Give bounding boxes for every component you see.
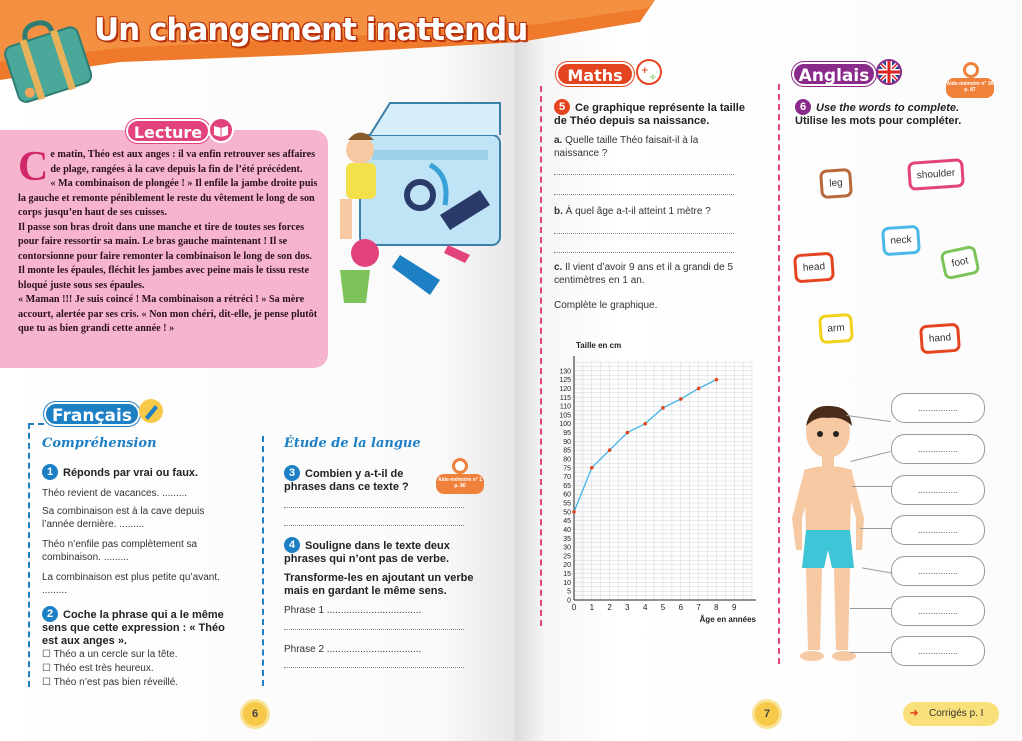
question-1 (42, 464, 252, 480)
suitcase-icon (0, 8, 92, 108)
section-divider (778, 84, 780, 664)
question-6-text: Use the words to complete. (816, 102, 960, 114)
question-1-text: Réponds par vrai ou faux. (63, 467, 199, 479)
langue-heading: Étude de la langue (284, 436, 421, 451)
question-6 (795, 99, 995, 128)
question-5b-text: À quel âge a-t-il atteint 1 mètre ? (565, 206, 711, 217)
question-2-text: Coche la phrase qui a le même sens que cette expression : « Théo est aux anges ». (42, 609, 225, 647)
boy-body-illustration (786, 400, 876, 670)
reading-text (18, 144, 318, 337)
aide-memoire-badge: Aide-mémoire n° 36 p. 87 (946, 78, 994, 98)
section-divider (28, 423, 44, 425)
word-card-leg[interactable]: leg (819, 168, 853, 199)
question-5-text: Ce graphique représente la taille de Théo depuis sa naissance. (554, 102, 745, 127)
height-chart[interactable] (552, 330, 762, 630)
dropcap: C (18, 144, 49, 190)
y-tick-label: 0 (567, 597, 571, 605)
y-axis-label: Taille en cm (576, 341, 622, 350)
answer-line[interactable] (554, 233, 734, 234)
answer-box-5[interactable]: ................ (891, 556, 985, 586)
y-tick-label: 55 (563, 500, 571, 508)
y-tick-label: 110 (559, 403, 571, 411)
y-tick-label: 80 (563, 456, 571, 464)
answer-line[interactable] (284, 525, 464, 526)
section-divider (28, 423, 30, 687)
reading-paragraph: « Ma combinaison de plongée ! » Il enfile la jambe droite puis la gauche et remonte péniblement le reste du vêtement le long de son corps jusqu’en haut de ses cuisses. (18, 178, 318, 218)
statement-1: Théo revient de vacances. ......... (42, 488, 188, 499)
x-tick-label: 2 (607, 603, 612, 612)
question-5a-text: Quelle taille Théo faisait-il à la naissance ? (554, 135, 699, 159)
tab-anglais: Anglais (792, 62, 876, 86)
x-tick-label: 9 (731, 603, 737, 612)
y-tick-label: 90 (563, 438, 571, 446)
x-tick-label: 1 (589, 603, 595, 612)
phrase-1-line[interactable]: Phrase 1 .................................. (284, 605, 422, 616)
data-point (608, 448, 612, 452)
answer-line[interactable] (554, 174, 734, 175)
complete-instruction: Complète le graphique. (554, 300, 658, 311)
answer-box-6[interactable]: ................ (891, 596, 985, 626)
x-tick-label: 4 (642, 603, 648, 612)
number-badge: 6 (795, 99, 811, 115)
question-label: c. (554, 262, 563, 273)
phrase-2-line[interactable]: Phrase 2 .................................. (284, 644, 422, 655)
section-divider (540, 86, 542, 626)
number-badge: 4 (284, 537, 300, 553)
comprehension-heading: Compréhension (42, 436, 157, 451)
data-point (590, 466, 594, 470)
y-tick-label: 30 (563, 544, 571, 552)
statement-3: Théo n’enfile pas complètement sa combinaison. ......... (42, 539, 198, 563)
data-point (572, 510, 576, 514)
x-tick-label: 7 (696, 603, 701, 612)
leader-line (860, 528, 891, 529)
y-tick-label: 25 (563, 553, 571, 561)
arrow-right-icon: ➔ (910, 708, 919, 719)
word-card-arm[interactable]: arm (818, 313, 854, 344)
leader-line (852, 486, 892, 487)
data-point (661, 406, 665, 410)
x-tick-label: 0 (571, 603, 577, 612)
question-4-text: Souligne dans le texte deux phrases qui n’ont pas de verbe. (284, 540, 450, 565)
data-point (715, 378, 719, 382)
x-tick-label: 3 (625, 603, 630, 612)
x-tick-label: 8 (714, 603, 719, 612)
answer-line[interactable] (284, 629, 464, 630)
svg-text:+: + (641, 66, 649, 76)
y-tick-label: 15 (563, 571, 571, 579)
question-5 (554, 99, 754, 128)
question-2 (42, 606, 242, 648)
y-tick-label: 105 (559, 412, 571, 420)
question-5c-text: Il vient d’avoir 9 ans et il a grandi de 5 centimètres en 1 an. (554, 262, 734, 286)
answer-line[interactable] (284, 667, 464, 668)
question-3 (284, 465, 424, 494)
word-card-head[interactable]: head (793, 252, 835, 284)
number-badge: 1 (42, 464, 58, 480)
y-tick-label: 100 (559, 421, 571, 429)
y-tick-label: 120 (559, 385, 571, 393)
answer-line[interactable] (284, 507, 464, 508)
corriges-label: Corrigés p. I (929, 708, 984, 719)
y-tick-label: 45 (563, 518, 571, 526)
y-tick-label: 125 (559, 377, 571, 385)
y-tick-label: 95 (563, 430, 571, 438)
leader-line (850, 652, 891, 653)
word-card-foot[interactable]: foot (939, 245, 980, 281)
pencil-icon (138, 398, 164, 424)
answer-box-4[interactable]: ................ (891, 515, 985, 545)
tab-maths: Maths (556, 62, 634, 86)
y-tick-label: 5 (567, 588, 571, 596)
corriges-link[interactable] (903, 702, 999, 726)
y-tick-label: 115 (559, 394, 571, 402)
page-number-left: 6 (243, 702, 267, 726)
question-5b (554, 205, 744, 218)
page-number-right: 7 (755, 702, 779, 726)
word-card-neck[interactable]: neck (881, 225, 921, 257)
y-tick-label: 40 (563, 526, 571, 534)
reading-paragraph: Il passe son bras droit dans une manche et tire de toutes ses forces pour faire ressortir sa main. Le bras gauche maintenant ! Il se contorsionne pour faire remonter la combinaison le long de son dos. Il monte les épaules, fléchit les jambes avec peine mais le tissu reste bloqué juste sous ses épaules. (18, 221, 312, 291)
data-point (626, 431, 630, 435)
y-tick-label: 75 (563, 465, 571, 473)
x-tick-label: 5 (660, 603, 666, 612)
question-4 (284, 537, 474, 566)
leader-line (850, 608, 891, 609)
answer-box-3[interactable]: ................ (891, 475, 985, 505)
reading-paragraph: « Maman !!! Je suis coincé ! Ma combinaison a rétréci ! » Sa mère accourt, alertée par ses cris. « Non mon chéri, dit-elle, je pense plutôt que tu as bien grandi cette année ! » (18, 294, 318, 334)
answer-line[interactable] (554, 194, 734, 195)
x-axis-label: Âge en années (699, 615, 756, 624)
answer-box-2[interactable]: ................ (891, 434, 985, 464)
word-card-hand[interactable]: hand (919, 323, 961, 355)
svg-text:÷: ÷ (649, 73, 657, 83)
option-1[interactable]: ☐ Théo a un cercle sur la tête. (42, 649, 178, 660)
lifebuoy-icon (963, 62, 979, 78)
number-badge: 3 (284, 465, 300, 481)
y-tick-label: 35 (563, 535, 571, 543)
number-badge: 2 (42, 606, 58, 622)
y-tick-label: 70 (563, 474, 571, 482)
uk-flag-icon (876, 59, 902, 85)
y-tick-label: 85 (563, 447, 571, 455)
y-tick-label: 10 (563, 579, 571, 587)
y-tick-label: 60 (563, 491, 571, 499)
y-tick-label: 65 (563, 482, 571, 490)
answer-box-1[interactable]: ................ (891, 393, 985, 423)
column-divider (262, 436, 264, 686)
question-4-instruction: Transforme-les en ajoutant un verbe mais en gardant le même sens. (284, 572, 474, 597)
tab-francais: Français (44, 402, 140, 426)
math-symbols-icon (636, 59, 662, 85)
lifebuoy-icon (452, 458, 468, 474)
y-tick-label: 20 (563, 562, 571, 570)
data-point (643, 422, 647, 426)
x-tick-label: 6 (678, 603, 684, 612)
statement-4: La combinaison est plus petite qu’avant. ......... (42, 572, 220, 596)
page-title: Un changement inattendu (94, 12, 528, 48)
number-badge: 5 (554, 99, 570, 115)
data-point (697, 387, 701, 391)
answer-box-7[interactable]: ................ (891, 636, 985, 666)
book-icon (208, 117, 234, 143)
aide-memoire-badge: Aide-mémoire n° 1 p. 80 (436, 474, 484, 494)
y-tick-label: 130 (559, 368, 571, 376)
reading-paragraph: e matin, Théo est aux anges : il va enfin retrouver ses affaires de plage, rangées à la cave depuis la fin de l’été précédent. (50, 149, 316, 175)
y-tick-label: 50 (563, 509, 571, 517)
word-card-shoulder[interactable]: shoulder (907, 158, 965, 191)
statement-2: Sa combinaison est à la cave depuis l’année dernière. ......... (42, 506, 205, 530)
question-3-text: Combien y a-t-il de phrases dans ce texte ? (284, 468, 409, 493)
question-5a (554, 134, 744, 160)
question-5c (554, 261, 744, 287)
option-2[interactable]: ☐ Théo est très heureux. (42, 663, 154, 674)
tab-lecture: Lecture (126, 119, 210, 143)
answer-line[interactable] (554, 252, 734, 253)
option-3[interactable]: ☐ Théo n’est pas bien réveillé. (42, 677, 179, 688)
question-label: a. (554, 135, 563, 146)
data-point (679, 397, 683, 401)
question-6-subtext: Utilise les mots pour compléter. (795, 115, 962, 127)
question-label: b. (554, 206, 563, 217)
boy-with-chest-illustration (330, 95, 510, 310)
